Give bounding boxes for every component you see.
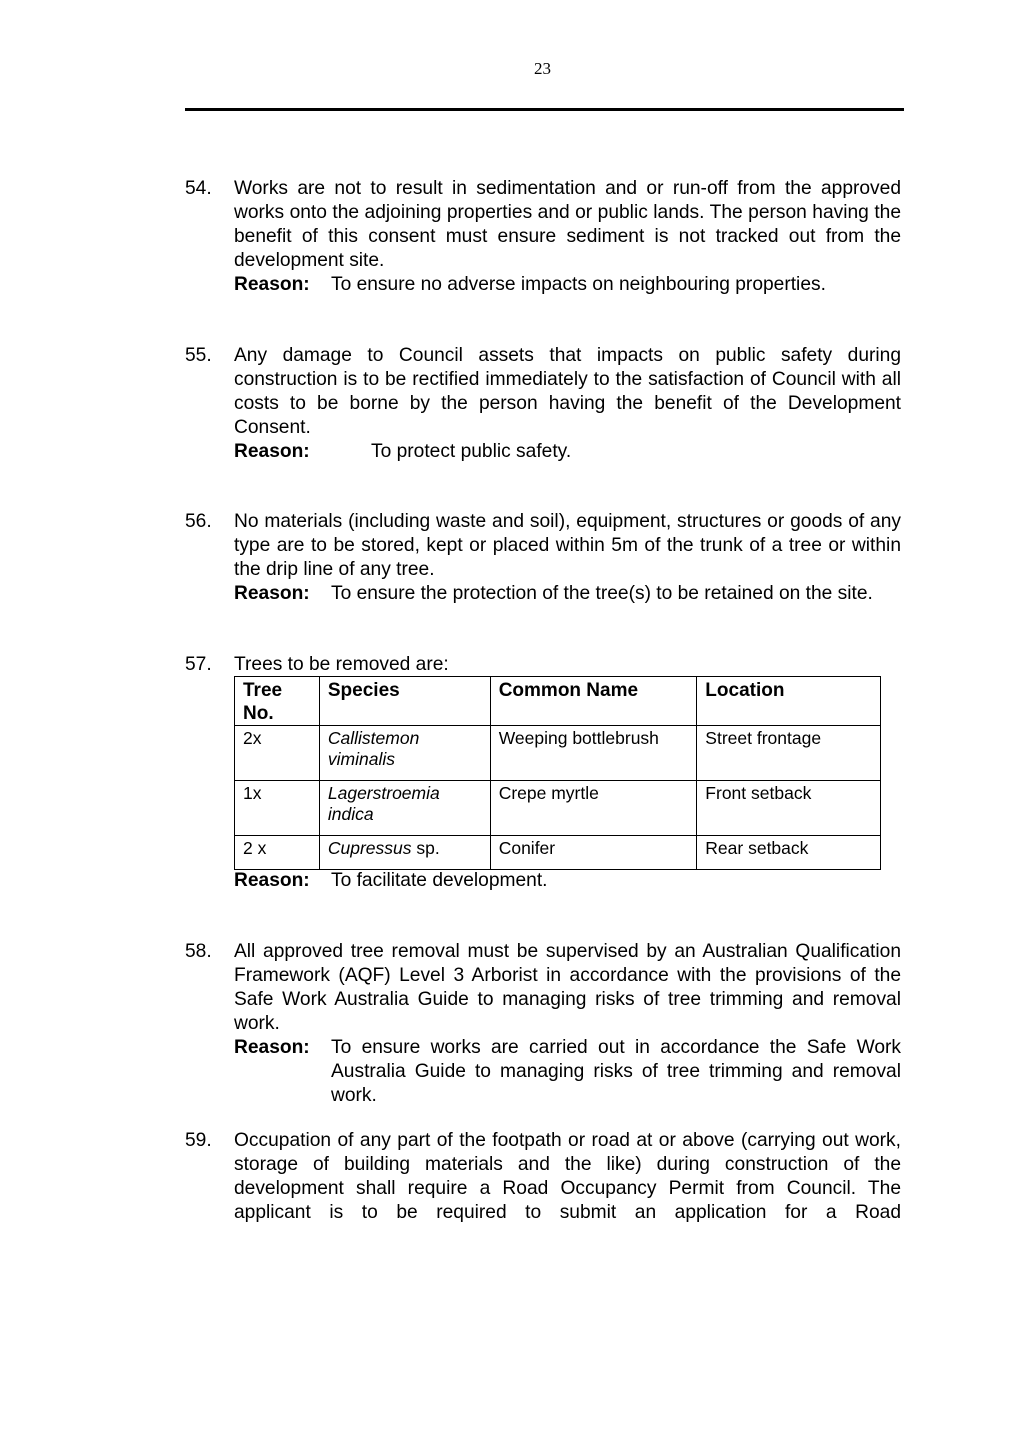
condition-number: 54. xyxy=(185,178,212,199)
condition-text: Occupation of any part of the footpath or road at or above (carrying out work, storage of building materials and the like) during construction of the development shall require a Road Occupancy Permit from Council. The applicant is to be required to submit an application for a Road xyxy=(234,1130,901,1223)
page-number: 23 xyxy=(534,59,551,78)
table-header-row xyxy=(235,677,881,726)
condition-54 xyxy=(185,177,901,297)
reason-label: Reason: xyxy=(234,1037,310,1058)
condition-58 xyxy=(185,940,901,1108)
table-row xyxy=(235,781,881,836)
reason-label: Reason: xyxy=(234,583,310,604)
reason-text: To ensure no adverse impacts on neighbouring properties. xyxy=(331,274,826,295)
reason-text: To ensure works are carried out in accordance the Safe Work Australia Guide to managing risks of tree trimming and removal work. xyxy=(331,1037,901,1106)
condition-55 xyxy=(185,344,901,464)
reason-row xyxy=(234,273,901,297)
condition-number: 56. xyxy=(185,511,212,532)
reason-text: To facilitate development. xyxy=(331,870,548,891)
species-cell xyxy=(319,836,490,870)
reason-row xyxy=(234,440,901,464)
reason-text: To protect public safety. xyxy=(371,441,572,462)
tree-no-cell: 1x xyxy=(235,781,320,836)
header-species: Species xyxy=(319,677,490,726)
condition-59 xyxy=(185,1129,901,1225)
location-cell: Rear setback xyxy=(697,836,881,870)
common-name-cell: Weeping bottlebrush xyxy=(490,726,697,781)
header-tree-no: Tree No. xyxy=(235,677,320,726)
condition-number: 59. xyxy=(185,1130,212,1151)
species-name: Lagerstroemia indica xyxy=(327,783,440,824)
reason-text: To ensure the protection of the tree(s) to be retained on the site. xyxy=(331,583,873,604)
table-row xyxy=(235,726,881,781)
condition-number: 58. xyxy=(185,941,212,962)
reason-label: Reason: xyxy=(234,870,310,891)
condition-57-reason xyxy=(185,869,901,893)
condition-number: 57. xyxy=(185,654,212,675)
condition-text: Any damage to Council assets that impacts on public safety during construction is to be rectified immediately to the satisfaction of Council with all costs to be borne by the person having the benefit of the Development Consent. xyxy=(234,345,901,438)
condition-text: All approved tree removal must be supervised by an Australian Qualification Framework (AQF) Level 3 Arborist in accordance with the provisions of the Safe Work Australia Guide to managing risks of tree trimming and removal work. xyxy=(234,941,901,1034)
reason-label: Reason: xyxy=(234,274,310,295)
common-name-cell: Conifer xyxy=(490,836,697,870)
tree-no-cell: 2 x xyxy=(235,836,320,870)
species-name: Callistemon viminalis xyxy=(327,728,420,769)
condition-text: No materials (including waste and soil), equipment, structures or goods of any type are to be stored, kept or placed within 5m of the trunk of a tree or within the drip line of any tree. xyxy=(234,511,901,580)
tree-no-cell: 2x xyxy=(235,726,320,781)
common-name-cell: Crepe myrtle xyxy=(490,781,697,836)
trees-to-remove-table xyxy=(234,676,881,870)
location-cell: Front setback xyxy=(697,781,881,836)
reason-row xyxy=(234,1036,901,1108)
location-cell: Street frontage xyxy=(697,726,881,781)
reason-label: Reason: xyxy=(234,441,310,462)
reason-row xyxy=(234,869,901,893)
species-cell xyxy=(319,781,490,836)
condition-text: Trees to be removed are: xyxy=(234,654,449,675)
condition-text: Works are not to result in sedimentation and or run-off from the approved works onto the adjoining properties and or public lands. The person having the benefit of this consent must ensure sediment is not tracked out from the development site. xyxy=(234,178,901,271)
species-cell xyxy=(319,726,490,781)
header-rule xyxy=(185,108,904,111)
header-location: Location xyxy=(697,677,881,726)
species-suffix: sp. xyxy=(411,838,440,858)
condition-56 xyxy=(185,510,901,606)
condition-57 xyxy=(185,653,901,677)
species-name: Cupressus xyxy=(327,838,412,858)
header-common-name: Common Name xyxy=(490,677,697,726)
reason-row xyxy=(234,582,901,606)
condition-number: 55. xyxy=(185,345,212,366)
table-row xyxy=(235,836,881,870)
